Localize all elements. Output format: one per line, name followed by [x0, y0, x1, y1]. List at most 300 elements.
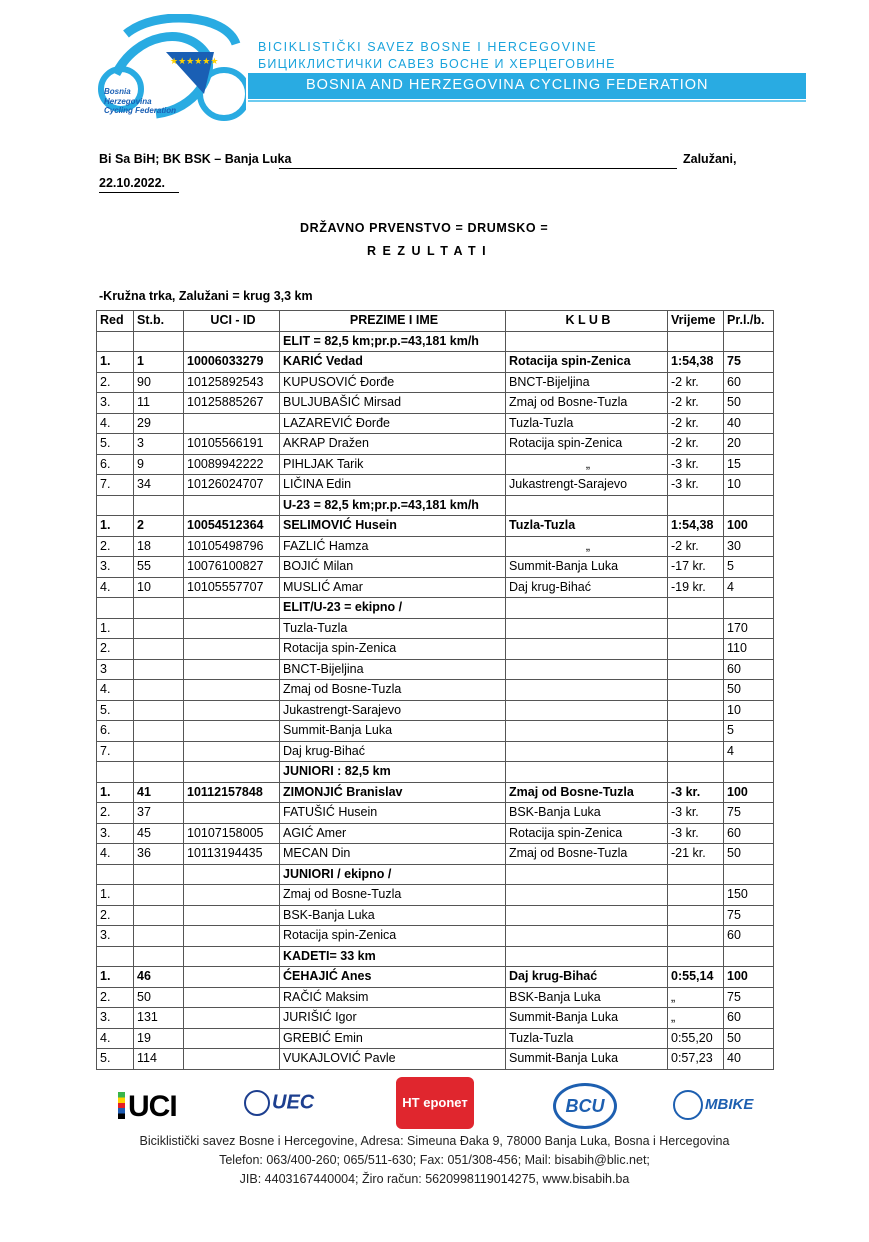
- points-cell: 60: [724, 372, 774, 393]
- uci-id-cell: 10105498796: [184, 536, 280, 557]
- uci-id-cell: [184, 741, 280, 762]
- svg-text:★★★★★★: ★★★★★★: [170, 56, 219, 66]
- club-cell: Summit-Banja Luka: [506, 557, 668, 578]
- points-cell: 75: [724, 352, 774, 373]
- rank-cell: 1.: [97, 516, 134, 537]
- section-title: ELIT/U-23 = ekipno /: [280, 598, 506, 619]
- uci-id-cell: 10126024707: [184, 475, 280, 496]
- uci-id-cell: [184, 618, 280, 639]
- section-title: JUNIORI / ekipno /: [280, 864, 506, 885]
- rider-name-cell: KARIĆ Vedad: [280, 352, 506, 373]
- time-cell: 0:55,20: [668, 1028, 724, 1049]
- rank-cell: 1.: [97, 618, 134, 639]
- points-cell: 5: [724, 721, 774, 742]
- section-title: U-23 = 82,5 km;pr.p.=43,181 km/h: [280, 495, 506, 516]
- points-cell: 100: [724, 967, 774, 988]
- bcu-logo: BCU: [553, 1083, 617, 1129]
- start-number-cell: 34: [134, 475, 184, 496]
- time-cell: -3 kr.: [668, 454, 724, 475]
- club-cell: Tuzla-Tuzla: [506, 1028, 668, 1049]
- time-cell: „: [668, 987, 724, 1008]
- time-cell: [668, 885, 724, 906]
- table-row: [97, 475, 774, 496]
- start-number-cell: [134, 926, 184, 947]
- empty-cell: [134, 762, 184, 783]
- rank-cell: 7.: [97, 741, 134, 762]
- date-underline: [99, 192, 179, 193]
- time-cell: [668, 905, 724, 926]
- points-cell: 110: [724, 639, 774, 660]
- empty-cell: [724, 864, 774, 885]
- uci-id-cell: [184, 1008, 280, 1029]
- empty-cell: [97, 598, 134, 619]
- time-cell: [668, 680, 724, 701]
- section-row: [97, 495, 774, 516]
- uci-id-cell: [184, 659, 280, 680]
- empty-cell: [184, 762, 280, 783]
- rider-name-cell: Zmaj od Bosne-Tuzla: [280, 680, 506, 701]
- rank-cell: 3.: [97, 926, 134, 947]
- start-number-cell: 90: [134, 372, 184, 393]
- start-number-cell: 114: [134, 1049, 184, 1070]
- rank-cell: 3.: [97, 393, 134, 414]
- rank-cell: 4.: [97, 577, 134, 598]
- uci-id-cell: 10006033279: [184, 352, 280, 373]
- col-header-points: Pr.l./b.: [724, 311, 774, 332]
- table-row: [97, 700, 774, 721]
- location: Zalužani,: [683, 152, 737, 166]
- empty-cell: [134, 946, 184, 967]
- start-number-cell: 10: [134, 577, 184, 598]
- empty-cell: [668, 331, 724, 352]
- footer-address: Biciklistički savez Bosne i Hercegovine, Adresa: Simeuna Đaka 9, 78000 Banja Luka, Bosna i Hercegovina: [139, 1134, 730, 1148]
- uec-logo: UEC: [244, 1090, 314, 1116]
- rank-cell: 3: [97, 659, 134, 680]
- empty-cell: [184, 331, 280, 352]
- federation-name-english: BOSNIA AND HERZEGOVINA CYCLING FEDERATION: [306, 77, 709, 93]
- club-cell: Jukastrengt-Sarajevo: [506, 475, 668, 496]
- col-header-red: Red: [97, 311, 134, 332]
- start-number-cell: 2: [134, 516, 184, 537]
- start-number-cell: 46: [134, 967, 184, 988]
- club-cell: Rotacija spin-Zenica: [506, 823, 668, 844]
- col-header-club: K L U B: [506, 311, 668, 332]
- time-cell: -3 kr.: [668, 475, 724, 496]
- table-row: [97, 741, 774, 762]
- rider-name-cell: Jukastrengt-Sarajevo: [280, 700, 506, 721]
- table-row: [97, 577, 774, 598]
- table-row: [97, 372, 774, 393]
- rank-cell: 2.: [97, 536, 134, 557]
- uci-id-cell: [184, 803, 280, 824]
- uci-id-cell: [184, 885, 280, 906]
- start-number-cell: 36: [134, 844, 184, 865]
- points-cell: 60: [724, 659, 774, 680]
- footer-bank: JIB: 4403167440004; Žiro račun: 5620998119014275, www.bisabih.ba: [239, 1172, 630, 1186]
- rider-name-cell: JURIŠIĆ Igor: [280, 1008, 506, 1029]
- club-cell: Rotacija spin-Zenica: [506, 352, 668, 373]
- empty-cell: [668, 864, 724, 885]
- time-cell: [668, 700, 724, 721]
- empty-cell: [668, 762, 724, 783]
- empty-cell: [724, 331, 774, 352]
- table-row: [97, 639, 774, 660]
- col-header-uci-id: UCI - ID: [184, 311, 280, 332]
- rider-name-cell: GREBIĆ Emin: [280, 1028, 506, 1049]
- points-cell: 60: [724, 926, 774, 947]
- uci-id-cell: [184, 680, 280, 701]
- rider-name-cell: Tuzla-Tuzla: [280, 618, 506, 639]
- uci-id-cell: 10105566191: [184, 434, 280, 455]
- event-date: 22.10.2022.: [99, 176, 166, 190]
- uci-id-cell: [184, 926, 280, 947]
- club-cell: [506, 721, 668, 742]
- rider-name-cell: BOJIĆ Milan: [280, 557, 506, 578]
- uci-id-cell: [184, 1028, 280, 1049]
- rank-cell: 4.: [97, 844, 134, 865]
- table-row: [97, 536, 774, 557]
- rider-name-cell: VUKAJLOVIĆ Pavle: [280, 1049, 506, 1070]
- organizer: Bi Sa BiH; BK BSK – Banja Luka: [99, 152, 292, 166]
- points-cell: 10: [724, 475, 774, 496]
- empty-cell: [184, 864, 280, 885]
- rank-cell: 2.: [97, 987, 134, 1008]
- start-number-cell: 29: [134, 413, 184, 434]
- rank-cell: 3.: [97, 823, 134, 844]
- rider-name-cell: KUPUSOVIĆ Đorđe: [280, 372, 506, 393]
- empty-cell: [134, 864, 184, 885]
- points-cell: 4: [724, 741, 774, 762]
- uci-id-cell: [184, 413, 280, 434]
- table-row: [97, 823, 774, 844]
- club-cell: „: [506, 536, 668, 557]
- table-row: [97, 987, 774, 1008]
- start-number-cell: [134, 618, 184, 639]
- time-cell: [668, 659, 724, 680]
- points-cell: 100: [724, 516, 774, 537]
- table-row: [97, 1008, 774, 1029]
- table-row: [97, 1049, 774, 1070]
- empty-cell: [134, 331, 184, 352]
- bike-shop-logo: MBIKE: [673, 1090, 753, 1120]
- table-row: [97, 905, 774, 926]
- empty-cell: [724, 598, 774, 619]
- empty-cell: [184, 598, 280, 619]
- club-cell: BNCT-Bijeljina: [506, 372, 668, 393]
- uci-id-cell: [184, 700, 280, 721]
- rank-cell: 5.: [97, 700, 134, 721]
- table-row: [97, 434, 774, 455]
- start-number-cell: 50: [134, 987, 184, 1008]
- points-cell: 5: [724, 557, 774, 578]
- logo-caption: Bosnia Herzegovina Cycling Federation: [104, 87, 177, 115]
- uci-id-cell: 10076100827: [184, 557, 280, 578]
- rider-name-cell: BULJUBAŠIĆ Mirsad: [280, 393, 506, 414]
- points-cell: 100: [724, 782, 774, 803]
- start-number-cell: [134, 741, 184, 762]
- empty-cell: [668, 946, 724, 967]
- rank-cell: 4.: [97, 1028, 134, 1049]
- table-row: [97, 516, 774, 537]
- start-number-cell: 41: [134, 782, 184, 803]
- start-number-cell: [134, 680, 184, 701]
- club-cell: BSK-Banja Luka: [506, 987, 668, 1008]
- empty-cell: [97, 762, 134, 783]
- ht-eronet-logo: НТ ероnет: [396, 1077, 474, 1129]
- uci-id-cell: 10105557707: [184, 577, 280, 598]
- rank-cell: 1.: [97, 967, 134, 988]
- empty-cell: [184, 946, 280, 967]
- rank-cell: 4.: [97, 413, 134, 434]
- rank-cell: 4.: [97, 680, 134, 701]
- points-cell: 40: [724, 1049, 774, 1070]
- rider-name-cell: SELIMOVIĆ Husein: [280, 516, 506, 537]
- time-cell: [668, 721, 724, 742]
- table-row: [97, 844, 774, 865]
- start-number-cell: 9: [134, 454, 184, 475]
- rider-name-cell: LAZAREVIĆ Đorđe: [280, 413, 506, 434]
- points-cell: 170: [724, 618, 774, 639]
- uci-id-cell: 10107158005: [184, 823, 280, 844]
- section-row: [97, 331, 774, 352]
- document-subtitle: REZULTATI: [367, 244, 493, 258]
- start-number-cell: 45: [134, 823, 184, 844]
- rider-name-cell: MUSLIĆ Amar: [280, 577, 506, 598]
- points-cell: 40: [724, 413, 774, 434]
- rank-cell: 2.: [97, 905, 134, 926]
- points-cell: 75: [724, 803, 774, 824]
- race-info: -Kružna trka, Zalužani = krug 3,3 km: [99, 289, 313, 303]
- start-number-cell: [134, 885, 184, 906]
- empty-cell: [134, 495, 184, 516]
- empty-cell: [506, 762, 668, 783]
- empty-cell: [506, 598, 668, 619]
- rider-name-cell: FAZLIĆ Hamza: [280, 536, 506, 557]
- points-cell: 60: [724, 823, 774, 844]
- rider-name-cell: AKRAP Dražen: [280, 434, 506, 455]
- start-number-cell: 11: [134, 393, 184, 414]
- empty-cell: [506, 495, 668, 516]
- table-row: [97, 413, 774, 434]
- points-cell: 30: [724, 536, 774, 557]
- club-cell: [506, 618, 668, 639]
- club-cell: Rotacija spin-Zenica: [506, 434, 668, 455]
- club-cell: [506, 680, 668, 701]
- rank-cell: 1.: [97, 782, 134, 803]
- club-cell: BSK-Banja Luka: [506, 803, 668, 824]
- section-row: [97, 864, 774, 885]
- section-title: JUNIORI : 82,5 km: [280, 762, 506, 783]
- time-cell: -17 kr.: [668, 557, 724, 578]
- club-cell: [506, 905, 668, 926]
- table-row: [97, 1028, 774, 1049]
- header-rule: [279, 168, 677, 169]
- club-cell: Daj krug-Bihać: [506, 967, 668, 988]
- rank-cell: 6.: [97, 454, 134, 475]
- points-cell: 50: [724, 680, 774, 701]
- club-cell: Zmaj od Bosne-Tuzla: [506, 393, 668, 414]
- rider-name-cell: ZIMONJIĆ Branislav: [280, 782, 506, 803]
- rider-name-cell: AGIĆ Amer: [280, 823, 506, 844]
- federation-banner: [248, 73, 806, 99]
- rider-name-cell: FATUŠIĆ Husein: [280, 803, 506, 824]
- uci-id-cell: [184, 639, 280, 660]
- rank-cell: 2.: [97, 803, 134, 824]
- rider-name-cell: RAČIĆ Maksim: [280, 987, 506, 1008]
- section-row: [97, 598, 774, 619]
- uci-id-cell: [184, 905, 280, 926]
- empty-cell: [97, 331, 134, 352]
- time-cell: [668, 618, 724, 639]
- section-title: ELIT = 82,5 km;pr.p.=43,181 km/h: [280, 331, 506, 352]
- rider-name-cell: Rotacija spin-Zenica: [280, 639, 506, 660]
- uci-stripes-icon: [118, 1092, 125, 1119]
- table-row: [97, 618, 774, 639]
- rank-cell: 5.: [97, 434, 134, 455]
- uci-id-cell: 10125892543: [184, 372, 280, 393]
- start-number-cell: 18: [134, 536, 184, 557]
- empty-cell: [724, 762, 774, 783]
- time-cell: -2 kr.: [668, 393, 724, 414]
- start-number-cell: [134, 905, 184, 926]
- empty-cell: [506, 864, 668, 885]
- time-cell: -2 kr.: [668, 536, 724, 557]
- section-row: [97, 946, 774, 967]
- uci-id-cell: [184, 967, 280, 988]
- col-header-name: PREZIME I IME: [280, 311, 506, 332]
- points-cell: 150: [724, 885, 774, 906]
- time-cell: -2 kr.: [668, 413, 724, 434]
- col-header-startno: St.b.: [134, 311, 184, 332]
- club-cell: [506, 926, 668, 947]
- table-row: [97, 782, 774, 803]
- rank-cell: 7.: [97, 475, 134, 496]
- time-cell: -19 kr.: [668, 577, 724, 598]
- table-row: [97, 393, 774, 414]
- rider-name-cell: Summit-Banja Luka: [280, 721, 506, 742]
- rank-cell: 2.: [97, 639, 134, 660]
- points-cell: 60: [724, 1008, 774, 1029]
- table-row: [97, 680, 774, 701]
- federation-name-cyrillic: БИЦИКЛИСТИЧКИ САВЕЗ БОСНЕ И ХЕРЦЕГОВИНЕ: [258, 57, 616, 71]
- bike-icon: [673, 1090, 703, 1120]
- rider-name-cell: MECAN Din: [280, 844, 506, 865]
- rank-cell: 1.: [97, 352, 134, 373]
- uci-logo: UCI: [118, 1090, 177, 1124]
- club-cell: [506, 741, 668, 762]
- rank-cell: 5.: [97, 1049, 134, 1070]
- time-cell: [668, 639, 724, 660]
- rider-name-cell: LIČINA Edin: [280, 475, 506, 496]
- table-row: [97, 926, 774, 947]
- points-cell: 50: [724, 393, 774, 414]
- start-number-cell: 131: [134, 1008, 184, 1029]
- points-cell: 75: [724, 905, 774, 926]
- empty-cell: [724, 946, 774, 967]
- time-cell: -3 kr.: [668, 823, 724, 844]
- start-number-cell: 37: [134, 803, 184, 824]
- document-title: DRŽAVNO PRVENSTVO = DRUMSKO =: [300, 221, 549, 235]
- points-cell: 50: [724, 1028, 774, 1049]
- rider-name-cell: BNCT-Bijeljina: [280, 659, 506, 680]
- uci-id-cell: [184, 721, 280, 742]
- rider-name-cell: Daj krug-Bihać: [280, 741, 506, 762]
- rank-cell: 6.: [97, 721, 134, 742]
- rider-name-cell: Zmaj od Bosne-Tuzla: [280, 885, 506, 906]
- start-number-cell: 3: [134, 434, 184, 455]
- time-cell: -21 kr.: [668, 844, 724, 865]
- uci-id-cell: 10113194435: [184, 844, 280, 865]
- table-row: [97, 454, 774, 475]
- time-cell: [668, 741, 724, 762]
- points-cell: 50: [724, 844, 774, 865]
- table-row: [97, 967, 774, 988]
- points-cell: 15: [724, 454, 774, 475]
- empty-cell: [134, 598, 184, 619]
- table-header-row: [97, 311, 774, 332]
- col-header-time: Vrijeme: [668, 311, 724, 332]
- start-number-cell: 55: [134, 557, 184, 578]
- table-row: [97, 885, 774, 906]
- rider-name-cell: PIHLJAK Tarik: [280, 454, 506, 475]
- table-row: [97, 659, 774, 680]
- table-row: [97, 721, 774, 742]
- uec-wheel-icon: [244, 1090, 270, 1116]
- rank-cell: 3.: [97, 1008, 134, 1029]
- empty-cell: [724, 495, 774, 516]
- time-cell: 1:54,38: [668, 516, 724, 537]
- start-number-cell: 19: [134, 1028, 184, 1049]
- points-cell: 75: [724, 987, 774, 1008]
- uci-id-cell: 10089942222: [184, 454, 280, 475]
- results-body: [97, 331, 774, 1069]
- empty-cell: [506, 331, 668, 352]
- results-table: [96, 310, 774, 1070]
- time-cell: 0:57,23: [668, 1049, 724, 1070]
- banner-underline: [248, 100, 806, 102]
- club-cell: [506, 639, 668, 660]
- section-title: KADETI= 33 km: [280, 946, 506, 967]
- footer-contact: Telefon: 063/400-260; 065/511-630; Fax: 051/308-456; Mail: bisabih@blic.net;: [219, 1153, 650, 1167]
- uci-id-cell: 10054512364: [184, 516, 280, 537]
- empty-cell: [506, 946, 668, 967]
- club-cell: Summit-Banja Luka: [506, 1008, 668, 1029]
- club-cell: „: [506, 454, 668, 475]
- empty-cell: [97, 946, 134, 967]
- club-cell: [506, 659, 668, 680]
- points-cell: 4: [724, 577, 774, 598]
- time-cell: -3 kr.: [668, 782, 724, 803]
- table-row: [97, 557, 774, 578]
- time-cell: -2 kr.: [668, 434, 724, 455]
- time-cell: -2 kr.: [668, 372, 724, 393]
- federation-name-latin: BICIKLISTIČKI SAVEZ BOSNE I HERCEGOVINE: [258, 40, 598, 54]
- uci-id-cell: [184, 987, 280, 1008]
- start-number-cell: [134, 639, 184, 660]
- start-number-cell: [134, 659, 184, 680]
- section-row: [97, 762, 774, 783]
- empty-cell: [668, 598, 724, 619]
- rider-name-cell: Rotacija spin-Zenica: [280, 926, 506, 947]
- table-row: [97, 352, 774, 373]
- time-cell: 0:55,14: [668, 967, 724, 988]
- club-cell: Tuzla-Tuzla: [506, 413, 668, 434]
- club-cell: Summit-Banja Luka: [506, 1049, 668, 1070]
- club-cell: Zmaj od Bosne-Tuzla: [506, 844, 668, 865]
- uci-id-cell: [184, 1049, 280, 1070]
- table-row: [97, 803, 774, 824]
- rider-name-cell: ĆEHAJIĆ Anes: [280, 967, 506, 988]
